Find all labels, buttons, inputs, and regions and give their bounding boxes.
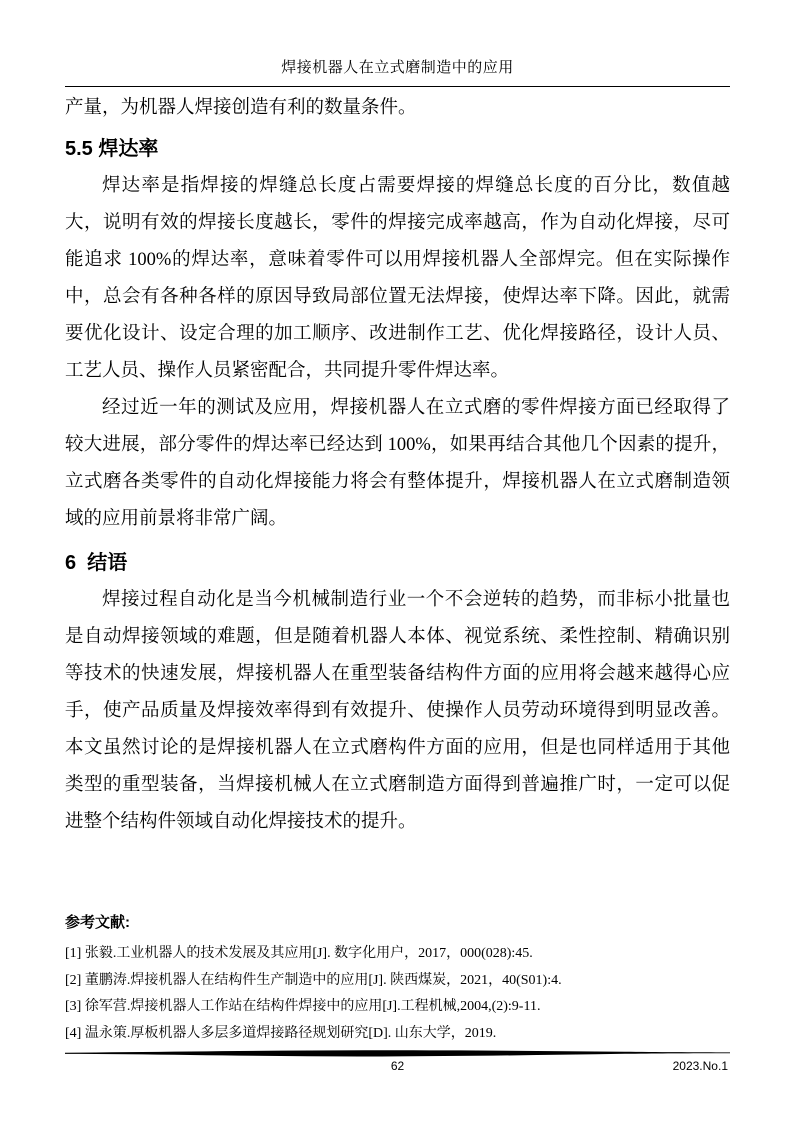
carryover-paragraph: 产量，为机器人焊接创造有利的数量条件。 xyxy=(65,98,417,118)
section-6-paragraph-1: 焊接过程自动化是当今机械制造行业一个不会逆转的趋势，而非标小批量也是自动焊接领域的难题，但是随着机器人本体、视觉系统、柔性控制、精确识别等技术的快速发展，焊接机器人在重型装备结构件方面的应用将会越来越得心应手，使产品质量及焊接效率得到有效提升、使操作人员劳动环境得到明显改善。本文虽然讨论的是焊接机器人在立式磨构件方面的应用，但是也同样适用于其他类型的重型装备，当焊接机械人在立式磨制造方面得到普遍推广时，一定可以促进整个结构件领域自动化焊接技术的提升。 xyxy=(65,590,730,832)
footer-rule xyxy=(65,1049,730,1058)
reference-item-1: [1] 张毅.工业机器人的技术发展及其应用[J]. 数字化用户，2017，000(028):45. xyxy=(65,946,533,961)
section-5-5-heading: 5.5 焊达率 xyxy=(65,138,159,160)
reference-item-3: [3] 徐军营.焊接机器人工作站在结构件焊接中的应用[J].工程机械,2004,(2):9-11. xyxy=(65,999,541,1014)
footer-row xyxy=(65,1059,730,1073)
section-5-5-paragraph-1: 焊达率是指焊接的焊缝总长度占需要焊接的焊缝总长度的百分比，数值越大，说明有效的焊接长度越长，零件的焊接完成率越高，作为自动化焊接，尽可能追求 100%的焊达率，意味着零件可以用焊接机器人全部焊完。但在实际操作中，总会有各种各样的原因导致局部位置无法焊接，使焊达率下降。因此，就需要优化设计、设定合理的加工顺序、改进制作工艺、优化焊接路径，设计人员、工艺人员、操作人员紧密配合，共同提升零件焊达率。 xyxy=(65,176,730,381)
page-number: 62 xyxy=(390,1059,405,1073)
page-footer xyxy=(65,1049,730,1073)
references-heading: 参考文献: xyxy=(65,914,130,931)
running-head-title: 焊接机器人在立式磨制造中的应用 xyxy=(281,60,514,76)
page-header xyxy=(65,0,730,87)
reference-item-2: [2] 董鹏涛.焊接机器人在结构件生产制造中的应用[J]. 陕西煤炭，2021，40(S01):4. xyxy=(65,972,562,988)
reference-item-4: [4] 温永策.厚板机器人多层多道焊接路径规划研究[D]. 山东大学，2019. xyxy=(65,1025,497,1041)
section-6-heading: 6 结语 xyxy=(65,552,128,574)
references-section xyxy=(65,911,730,1047)
section-5-5-paragraph-2: 经过近一年的测试及应用，焊接机器人在立式磨的零件焊接方面已经取得了较大进展，部分零件的焊达率已经达到 100%，如果再结合其他几个因素的提升，立式磨各类零件的自动化焊接能力将会有整体提升，焊接机器人在立式磨制造领域的应用前景将非常广阔。 xyxy=(65,398,730,529)
page-content xyxy=(65,90,730,1047)
issue-label: 2023.No.1 xyxy=(672,1059,728,1073)
